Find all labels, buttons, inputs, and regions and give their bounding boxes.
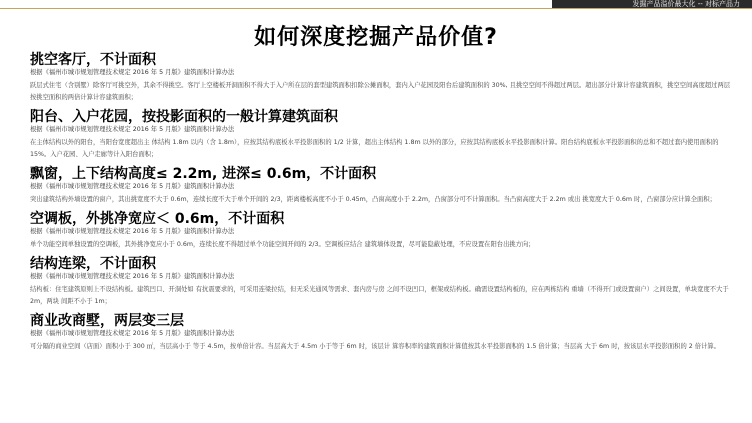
section-body: 突出建筑结构外墙设置的窗户，其出挑宽度不大于 0.6m，连续长度不大于单个开间的 2/3，距离楼板高度不小于 0.45m，凸窗高度小于 2.2m，凸窗部分可不计算面积。当凸窗高度大于 2.2m 或出 挑宽度大于 0.6m 时，凸窗部分应计算全面积； <box>30 196 716 203</box>
section-balcony-garden <box>30 109 734 161</box>
section-title: 空调板，外挑净宽应＜ 0.6m，不计面积 <box>30 211 285 227</box>
section-title: 飘窗，上下结构高度≤ 2.2m, 进深≤ 0.6m，不计面积 <box>30 166 377 182</box>
section-basis: 根据《福州市城市规划管理技术规定 2016 年 5 月版》建筑面积计算办法 <box>30 126 235 133</box>
section-body: 单个功能空间单独设置的空调板，其外挑净宽应小于 0.6m，连续长度不得超过单个功能空间开间的 2/3。空调板应结合 建筑墙体设置，尽可能隐蔽处理，不应设置在阳台出挑方向； <box>30 241 535 248</box>
section-basis: 根据《福州市城市规划管理技术规定 2016 年 5 月版》建筑面积计算办法 <box>30 69 235 76</box>
section-body: 可分隔的商业空间（店面）面积小于 300 ㎡，当层高小于 等于 4.5m，按单倍计容。当层高大于 4.5m 小于等于 6m 时，该层计 算容积率的建筑面积计算值按其水平投影面积的 1.5 倍计算；当层高 大于 6m 时，按该层水平投影面积的 2 倍计算。 <box>30 343 720 350</box>
section-title: 挑空客厅，不计面积 <box>30 52 156 68</box>
header-section-title: 发掘产品溢价最大化 -- 对标产品力 <box>632 0 740 8</box>
section-basis: 根据《福州市城市规划管理技术规定 2016 年 5 月版》建筑面积计算办法 <box>30 183 235 190</box>
section-lofted-living-room <box>30 52 734 104</box>
section-title: 商业改商墅，两层变三层 <box>30 313 184 329</box>
section-body: 结构板：住宅建筑原则上不设结构板。建筑凹口、开洞处如 有抗震要求的，可采用连梁拉结，但无采光通风等需求、套内房与房 之间不设凹口，框架或结构板。确需设置结构板的，应在两栋结构 重墙（不得开门或设置窗户）之间设置，单块宽度不大于 2m，两块 间距不小于 1m； <box>30 286 729 305</box>
section-coupling-beam <box>30 256 734 308</box>
section-ac-platform <box>30 211 734 251</box>
section-body: 跃层式住宅（含别墅）除客厅可挑空外，其余不得挑空。客厅上空楼板开洞面积不得大于入户所在层的套型建筑面积扣除公摊面积，套内入户花园及阳台后建筑面积的 30%, 且挑空空间不得超过两层。超出部分计算计容建筑面积，挑空空间高度超过两层按挑空面积的两倍计算计容建筑面积； <box>30 82 731 101</box>
section-basis: 根据《福州市城市规划管理技术规定 2016 年 5 月版》建筑面积计算办法 <box>30 228 235 235</box>
section-title: 结构连梁，不计面积 <box>30 256 156 272</box>
content-area <box>30 52 734 358</box>
section-basis: 根据《福州市城市规划管理技术规定 2016 年 5 月版》建筑面积计算办法 <box>30 273 235 280</box>
section-commercial-villa <box>30 313 734 353</box>
section-body: 在主体结构以外的阳台，当阳台宽度超出主 体结构 1.8m 以内（含 1.8m），应按其结构底板水平投影面积的 1/2 计算，超出主体结构 1.8m 以外的部分，应按其结构底板水平投影面积计算。阳台结构底板水平投影面积的总和不超过套内使用面积的 15%。入户花园、入户走廊等计入阳台面积； <box>30 139 719 158</box>
section-bay-window <box>30 166 734 206</box>
section-basis: 根据《福州市城市规划管理技术规定 2016 年 5 月版》建筑面积计算办法 <box>30 330 235 337</box>
page-title: 如何深度挖掘产品价值? <box>254 25 498 50</box>
section-title: 阳台、入户花园，按投影面积的一般计算建筑面积 <box>30 109 338 125</box>
